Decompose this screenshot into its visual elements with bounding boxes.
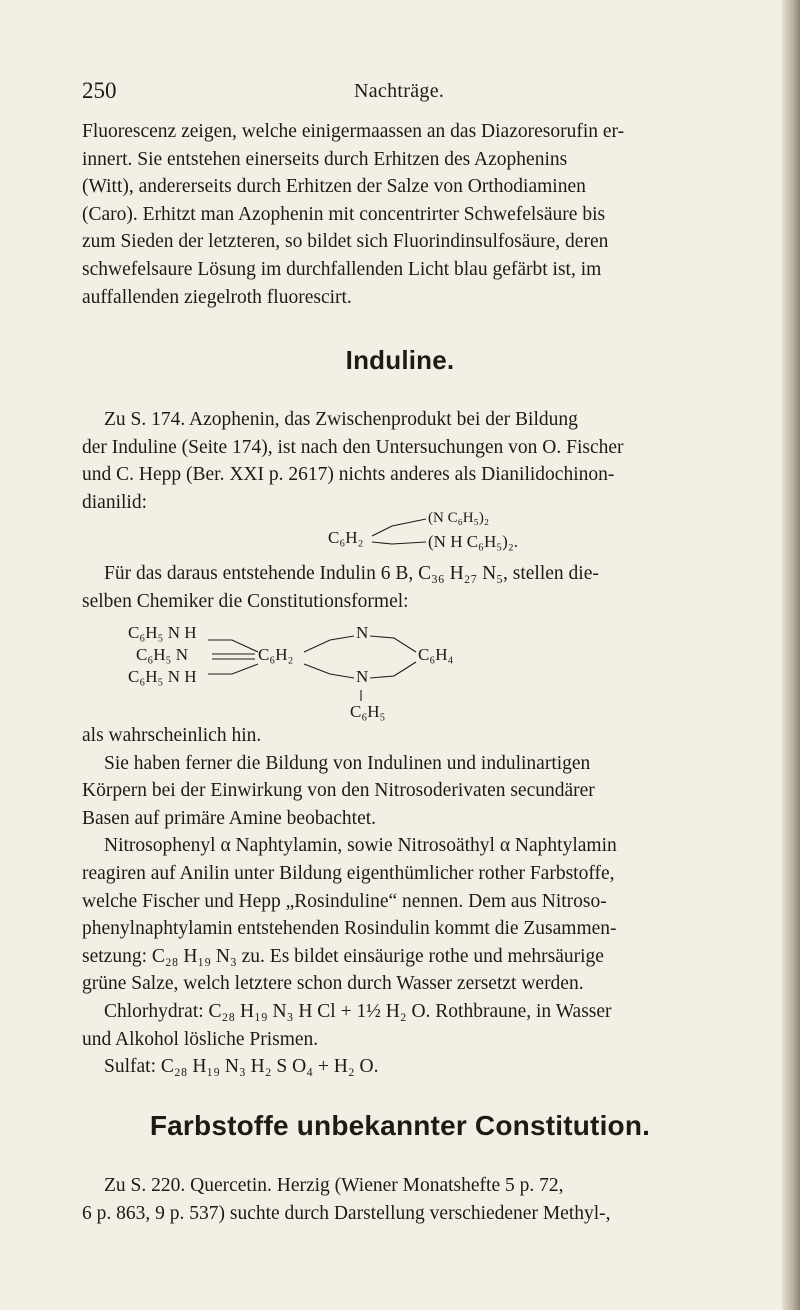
text-line: als wahrscheinlich hin. — [82, 725, 262, 746]
text-line: auffallenden ziegelroth fluorescirt. — [82, 286, 352, 308]
formula-n-top: N — [356, 623, 369, 642]
paragraph-rosinduline — [82, 722, 738, 1081]
text-line: setzung: C₂₈ H₁₉ N₃ zu. Es bildet einsäurige rothe und mehrsäurige — [82, 945, 604, 967]
formula-ring: C₆H₄ — [418, 645, 454, 664]
text-line: Nitrosophenyl α Naphtylamin, sowie Nitrosoäthyl α Naphtylamin — [104, 835, 617, 857]
text-line: Sulfat: C₂₈ H₁₉ N₃ H₂ S O₄ + H₂ O. — [104, 1056, 379, 1078]
text-line: selben Chemiker die Constitutionsformel: — [82, 590, 409, 612]
section-heading-farbstoffe: Farbstoffe unbekannter Constitution. — [149, 1110, 651, 1141]
text-line: (Witt), andererseits durch Erhitzen der Salze von Orthodiaminen — [82, 176, 586, 198]
text-line: und C. Hepp (Ber. XXI p. 2617) nichts anderes als Dianilidochinon- — [82, 464, 615, 486]
formula-bottom-group: (N H C₆H₅)₂. — [428, 532, 519, 551]
text-line: dianilid: — [82, 491, 147, 513]
formula-top-group: (N C₆H₅)₂ — [428, 510, 490, 526]
formula-n-bottom: N — [356, 667, 369, 686]
text-line: (Caro). Erhitzt man Azophenin mit concentrirter Schwefelsäure bis — [82, 203, 606, 225]
formula-core: C₆H₂ — [258, 645, 294, 664]
text-line: schwefelsaure Lösung im durchfallenden Licht blau gefärbt ist, im — [82, 258, 602, 280]
formula-phenyl: C₆H₅ — [350, 702, 386, 721]
section-heading-induline: Induline. — [345, 345, 455, 375]
formula-nh-top: C₆H₅ N H — [128, 623, 197, 642]
text-line: Für das daraus entstehende Indulin 6 B, C₃₆ H₂₇ N₅, stellen die- — [104, 563, 599, 584]
text-line: Basen auf primäre Amine beobachtet. — [82, 807, 377, 829]
text-line: zum Sieden der letzteren, so bildet sich Fluorindinsulfosäure, deren — [82, 231, 609, 253]
formula-n-mid: C₆H₅ N — [136, 645, 188, 664]
page-number: 250 — [82, 78, 117, 103]
text-line: der Induline (Seite 174), ist nach den Untersuchungen von O. Fischer — [82, 436, 624, 458]
text-line: 6 p. 863, 9 p. 537) suchte durch Darstellung verschiedener Methyl-, — [82, 1202, 611, 1224]
text-line: Zu S. 174. Azophenin, das Zwischenprodukt bei der Bildung — [104, 409, 578, 430]
text-line: welche Fischer und Hepp „Rosinduline“ nennen. Dem aus Nitroso- — [82, 890, 607, 912]
text-line: grüne Salze, welch letztere schon durch Wasser zersetzt werden. — [82, 973, 584, 995]
running-title: Nachträge. — [354, 80, 445, 102]
text-line: und Alkohol lösliche Prismen. — [82, 1028, 319, 1050]
formula-core: C₆H₂ — [328, 528, 364, 547]
text-line: Chlorhydrat: C₂₈ H₁₉ N₃ H Cl + 1½ H₂ O. Rothbraune, in Wasser — [104, 1000, 612, 1022]
text-line: reagiren auf Anilin unter Bildung eigenthümlicher rother Farbstoffe, — [82, 862, 615, 884]
text-line: innert. Sie entstehen einerseits durch Erhitzen des Azophenins — [82, 148, 568, 170]
paragraph-quercetin — [82, 1172, 738, 1227]
text-line: Sie haben ferner die Bildung von Indulinen und indulinartigen — [104, 752, 591, 774]
text-line: phenylnaphtylamin entstehenden Rosindulin kommt die Zusammen- — [82, 918, 617, 940]
text-line: Körpern bei der Einwirkung von den Nitrosoderivaten secundärer — [82, 780, 595, 802]
formula-nh-bottom: C₆H₅ N H — [128, 667, 197, 686]
text-line: Fluorescenz zeigen, welche einigermaassen an das Diazoresorufin er- — [82, 121, 625, 142]
text-line: Zu S. 220. Quercetin. Herzig (Wiener Monatshefte 5 p. 72, — [104, 1175, 564, 1196]
